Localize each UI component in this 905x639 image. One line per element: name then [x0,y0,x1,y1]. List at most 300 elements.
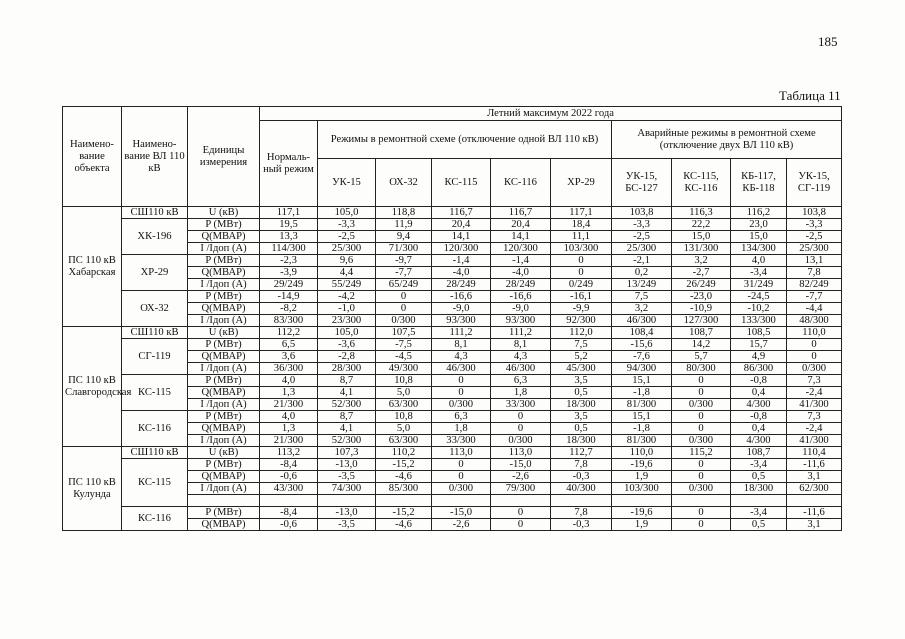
table-row [63,219,842,231]
value-cell: 4,9 [731,351,787,363]
value-cell: 0 [376,291,432,303]
value-cell: 18,4 [551,219,612,231]
value-cell: 0 [432,459,491,471]
value-cell: -24,5 [731,291,787,303]
value-cell: 0 [672,471,731,483]
value-cell: 80/300 [672,363,731,375]
value-cell: -4,6 [376,519,432,531]
value-cell: 113,0 [491,447,551,459]
value-cell: -1,4 [432,255,491,267]
value-cell: -8,4 [260,459,318,471]
value-cell: -1,8 [612,423,672,435]
value-cell: -4,2 [318,291,376,303]
value-cell: 0,4 [731,423,787,435]
value-cell: 112,2 [260,327,318,339]
line-name-cell: СШ110 кВ [122,327,188,339]
unit-cell [188,495,260,507]
value-cell: 4,3 [491,351,551,363]
unit-cell: I /Iдоп (А) [188,483,260,495]
value-cell: 105,0 [318,327,376,339]
value-cell: -4,6 [376,471,432,483]
unit-cell: I /Iдоп (А) [188,435,260,447]
header-object: Наимено-вание объекта [63,107,122,207]
value-cell: -14,9 [260,291,318,303]
value-cell: 110,4 [787,447,842,459]
value-cell: 19,5 [260,219,318,231]
value-cell: 116,2 [731,207,787,219]
value-cell: 7,5 [551,339,612,351]
value-cell: -2,5 [318,231,376,243]
value-cell: 63/300 [376,399,432,411]
unit-cell: I /Iдоп (А) [188,399,260,411]
line-name-cell: ОХ-32 [122,291,188,327]
value-cell: 9,6 [318,255,376,267]
value-cell: 9,4 [376,231,432,243]
value-cell [432,495,491,507]
unit-cell: Q(МВАР) [188,423,260,435]
value-cell: 115,2 [672,447,731,459]
value-cell: 6,3 [491,375,551,387]
value-cell: 108,7 [672,327,731,339]
value-cell: -3,4 [731,267,787,279]
value-cell: -15,2 [376,459,432,471]
value-cell: 3,2 [612,303,672,315]
value-cell: 0 [491,411,551,423]
value-cell: -3,5 [318,519,376,531]
value-cell: 120/300 [491,243,551,255]
value-cell: 5,0 [376,387,432,399]
value-cell: -9,7 [376,255,432,267]
value-cell: -4,4 [787,303,842,315]
unit-cell: Q(МВАР) [188,231,260,243]
header-emergency-col: КС-115, КС-116 [672,159,731,207]
value-cell: -8,4 [260,507,318,519]
unit-cell: P (МВт) [188,507,260,519]
value-cell: 105,0 [318,207,376,219]
value-cell: 93/300 [432,315,491,327]
value-cell: 0 [551,255,612,267]
value-cell: 79/300 [491,483,551,495]
value-cell: 8,1 [491,339,551,351]
value-cell [318,495,376,507]
line-name-cell: СГ-119 [122,339,188,375]
value-cell: 36/300 [260,363,318,375]
line-name-cell: КС-116 [122,411,188,447]
value-cell: -16,6 [491,291,551,303]
value-cell: 0,5 [731,519,787,531]
value-cell: 110,0 [612,447,672,459]
value-cell: 3,1 [787,471,842,483]
line-name-cell: ХК-196 [122,219,188,255]
unit-cell: P (МВт) [188,459,260,471]
table-row [63,459,842,471]
value-cell: 71/300 [376,243,432,255]
header-units: Единицы измерения [188,107,260,207]
value-cell: -1,8 [612,387,672,399]
value-cell: 22,2 [672,219,731,231]
value-cell: 13,1 [787,255,842,267]
value-cell: 108,4 [612,327,672,339]
value-cell: 33/300 [491,399,551,411]
value-cell [731,495,787,507]
value-cell: 45/300 [551,363,612,375]
unit-cell: I /Iдоп (А) [188,363,260,375]
value-cell: 82/249 [787,279,842,291]
value-cell: -7,5 [376,339,432,351]
value-cell: 0/300 [376,315,432,327]
value-cell: 28/249 [432,279,491,291]
unit-cell: Q(МВАР) [188,303,260,315]
value-cell: 0 [491,507,551,519]
value-cell: 93/300 [491,315,551,327]
value-cell: 4/300 [731,435,787,447]
value-cell [551,495,612,507]
value-cell: 15,1 [612,411,672,423]
value-cell: -3,5 [318,471,376,483]
value-cell: -2,4 [787,423,842,435]
value-cell: -0,6 [260,519,318,531]
value-cell: 46/300 [612,315,672,327]
value-cell: 0 [787,339,842,351]
value-cell: 110,0 [787,327,842,339]
header-repair-col: КС-115 [432,159,491,207]
value-cell: 15,0 [731,231,787,243]
value-cell: 107,5 [376,327,432,339]
value-cell: 18/300 [731,483,787,495]
value-cell: 28/249 [491,279,551,291]
header-summer-max: Летний максимум 2022 года [260,107,842,121]
value-cell: -16,6 [432,291,491,303]
value-cell: 41/300 [787,435,842,447]
value-cell: 26/249 [672,279,731,291]
value-cell: -9,0 [432,303,491,315]
table-row [63,447,842,459]
value-cell: 116,3 [672,207,731,219]
value-cell: 13,3 [260,231,318,243]
value-cell: -1,4 [491,255,551,267]
header-repair-col: УК-15 [318,159,376,207]
value-cell: 94/300 [612,363,672,375]
value-cell: 10,8 [376,411,432,423]
value-cell: 117,1 [551,207,612,219]
value-cell: 62/300 [787,483,842,495]
value-cell: -2,5 [787,231,842,243]
value-cell: 41/300 [787,399,842,411]
value-cell: 0/300 [672,399,731,411]
value-cell: 111,2 [491,327,551,339]
value-cell: 14,1 [432,231,491,243]
value-cell: 14,2 [672,339,731,351]
value-cell: 112,0 [551,327,612,339]
header-repair-col: ОХ-32 [376,159,432,207]
value-cell: -8,2 [260,303,318,315]
value-cell: 13/249 [612,279,672,291]
value-cell: 63/300 [376,435,432,447]
value-cell: 0 [672,423,731,435]
value-cell: 0 [551,267,612,279]
value-cell: 23,0 [731,219,787,231]
line-name-cell: СШ110 кВ [122,447,188,459]
object-name-cell: ПС 110 кВ Кулунда [63,447,122,531]
value-cell: 116,7 [491,207,551,219]
value-cell: 108,7 [731,447,787,459]
value-cell: 11,9 [376,219,432,231]
value-cell: 118,8 [376,207,432,219]
value-cell: 0,5 [551,387,612,399]
value-cell: -9,0 [491,303,551,315]
table-caption: Таблица 11 [779,88,841,103]
line-name-cell: КС-115 [122,459,188,507]
value-cell: 7,8 [551,459,612,471]
value-cell: -2,1 [612,255,672,267]
value-cell: 8,1 [432,339,491,351]
value-cell: 1,9 [612,471,672,483]
header-emergency-col: УК-15, СГ-119 [787,159,842,207]
value-cell: -11,6 [787,507,842,519]
value-cell: -10,2 [731,303,787,315]
value-cell: -4,5 [376,351,432,363]
value-cell: 46/300 [491,363,551,375]
unit-cell: Q(МВАР) [188,471,260,483]
value-cell: -0,8 [731,411,787,423]
value-cell: -10,9 [672,303,731,315]
unit-cell: Q(МВАР) [188,351,260,363]
value-cell: -15,6 [612,339,672,351]
value-cell: 15,1 [612,375,672,387]
value-cell: 4,1 [318,387,376,399]
value-cell: 14,1 [491,231,551,243]
value-cell: 55/249 [318,279,376,291]
value-cell: 0 [672,459,731,471]
value-cell: -0,8 [731,375,787,387]
value-cell: 25/300 [612,243,672,255]
value-cell: 127/300 [672,315,731,327]
unit-cell: P (МВт) [188,291,260,303]
value-cell: -0,3 [551,471,612,483]
value-cell: -19,6 [612,507,672,519]
header-emergency-group: Аварийные режимы в ремонтной схеме (отключение двух ВЛ 110 кВ) [612,121,842,159]
table-row [63,327,842,339]
value-cell: 5,7 [672,351,731,363]
value-cell: -15,0 [432,507,491,519]
line-name-cell: СШ110 кВ [122,207,188,219]
value-cell: 1,8 [432,423,491,435]
value-cell: 52/300 [318,435,376,447]
value-cell: -3,4 [731,459,787,471]
value-cell: 0,2 [612,267,672,279]
value-cell: 81/300 [612,399,672,411]
value-cell: 103,8 [612,207,672,219]
header-emergency-col: УК-15, БС-127 [612,159,672,207]
value-cell: -15,0 [491,459,551,471]
value-cell: 1,3 [260,387,318,399]
value-cell: 20,4 [491,219,551,231]
table-row [63,375,842,387]
value-cell: -2,6 [432,519,491,531]
value-cell: -4,0 [432,267,491,279]
value-cell: 0 [491,519,551,531]
value-cell: 8,7 [318,375,376,387]
value-cell: 113,2 [260,447,318,459]
value-cell: 0/300 [672,483,731,495]
value-cell: -3,9 [260,267,318,279]
value-cell [491,495,551,507]
value-cell: 3,1 [787,519,842,531]
value-cell: -13,0 [318,459,376,471]
value-cell: 0 [672,519,731,531]
value-cell [787,495,842,507]
header-line: Наимено-вание ВЛ 110 кВ [122,107,188,207]
value-cell: 7,3 [787,375,842,387]
load-flow-table [62,106,842,531]
value-cell: 92/300 [551,315,612,327]
value-cell [260,495,318,507]
value-cell: 103,8 [787,207,842,219]
value-cell: 25/300 [787,243,842,255]
value-cell: 7,3 [787,411,842,423]
value-cell: 0 [491,423,551,435]
value-cell: -4,0 [491,267,551,279]
value-cell: 0 [432,471,491,483]
unit-cell: P (МВт) [188,219,260,231]
value-cell [612,495,672,507]
value-cell: -23,0 [672,291,731,303]
unit-cell: U (кВ) [188,207,260,219]
value-cell: 18/300 [551,435,612,447]
unit-cell: I /Iдоп (А) [188,279,260,291]
value-cell: 111,2 [432,327,491,339]
unit-cell: I /Iдоп (А) [188,315,260,327]
unit-cell: I /Iдоп (А) [188,243,260,255]
value-cell: 3,5 [551,411,612,423]
header-normal: Нормаль-ный режим [260,121,318,207]
value-cell: 7,8 [551,507,612,519]
value-cell: 116,7 [432,207,491,219]
table-row [63,207,842,219]
header-repair-col: КС-116 [491,159,551,207]
value-cell: -2,4 [787,387,842,399]
value-cell: 1,3 [260,423,318,435]
header-emergency-col: КБ-117, КБ-118 [731,159,787,207]
value-cell: -19,6 [612,459,672,471]
unit-cell: P (МВт) [188,255,260,267]
value-cell: -0,6 [260,471,318,483]
value-cell: 1,8 [491,387,551,399]
value-cell: 4,0 [260,375,318,387]
value-cell: -11,6 [787,459,842,471]
unit-cell: Q(МВАР) [188,519,260,531]
table-body [63,207,842,531]
value-cell: 15,0 [672,231,731,243]
value-cell: 103/300 [612,483,672,495]
table-row [63,291,842,303]
value-cell: 0 [432,387,491,399]
value-cell: -2,5 [612,231,672,243]
value-cell: -13,0 [318,507,376,519]
value-cell: 7,8 [787,267,842,279]
value-cell: 108,5 [731,327,787,339]
unit-cell: Q(МВАР) [188,267,260,279]
value-cell: 110,2 [376,447,432,459]
unit-cell: P (МВт) [188,339,260,351]
value-cell: 23/300 [318,315,376,327]
value-cell: 15,7 [731,339,787,351]
table-row [63,255,842,267]
value-cell: 83/300 [260,315,318,327]
value-cell: -3,4 [731,507,787,519]
value-cell: 86/300 [731,363,787,375]
value-cell: 18/300 [551,399,612,411]
value-cell: -3,3 [318,219,376,231]
table-row [63,507,842,519]
value-cell: 11,1 [551,231,612,243]
value-cell: 40/300 [551,483,612,495]
value-cell: -2,7 [672,267,731,279]
value-cell: 49/300 [376,363,432,375]
value-cell: 7,5 [612,291,672,303]
line-name-cell: ХР-29 [122,255,188,291]
line-name-cell: КС-115 [122,375,188,411]
value-cell: 0,5 [731,471,787,483]
value-cell: 0,5 [551,423,612,435]
value-cell: -2,6 [491,471,551,483]
value-cell: 31/249 [731,279,787,291]
value-cell: -3,3 [787,219,842,231]
value-cell: -0,3 [551,519,612,531]
value-cell: -7,7 [376,267,432,279]
value-cell: 4/300 [731,399,787,411]
value-cell: 0 [672,375,731,387]
value-cell: -7,7 [787,291,842,303]
value-cell: -1,0 [318,303,376,315]
value-cell: 113,0 [432,447,491,459]
header-repair-col: ХР-29 [551,159,612,207]
value-cell: 3,2 [672,255,731,267]
unit-cell: U (кВ) [188,327,260,339]
value-cell [376,495,432,507]
value-cell: 0/300 [672,435,731,447]
value-cell: 0 [672,411,731,423]
value-cell: 33/300 [432,435,491,447]
value-cell: 4,4 [318,267,376,279]
value-cell: 85/300 [376,483,432,495]
header-repair-group: Режимы в ремонтной схеме (отключение одной ВЛ 110 кВ) [318,121,612,159]
page-number: 185 [818,34,838,49]
value-cell: 81/300 [612,435,672,447]
value-cell: -3,3 [612,219,672,231]
value-cell: 10,8 [376,375,432,387]
value-cell: -9,9 [551,303,612,315]
value-cell: 8,7 [318,411,376,423]
value-cell: 112,7 [551,447,612,459]
value-cell: 107,3 [318,447,376,459]
value-cell: 48/300 [787,315,842,327]
value-cell: 6,5 [260,339,318,351]
value-cell: 4,3 [432,351,491,363]
value-cell: -16,1 [551,291,612,303]
value-cell: 29/249 [260,279,318,291]
value-cell: 21/300 [260,435,318,447]
value-cell: -2,3 [260,255,318,267]
value-cell: 120/300 [432,243,491,255]
value-cell: 103/300 [551,243,612,255]
unit-cell: Q(МВАР) [188,387,260,399]
value-cell: 0 [432,375,491,387]
value-cell: 5,0 [376,423,432,435]
value-cell: 0 [787,351,842,363]
value-cell: -3,6 [318,339,376,351]
unit-cell: P (МВт) [188,411,260,423]
